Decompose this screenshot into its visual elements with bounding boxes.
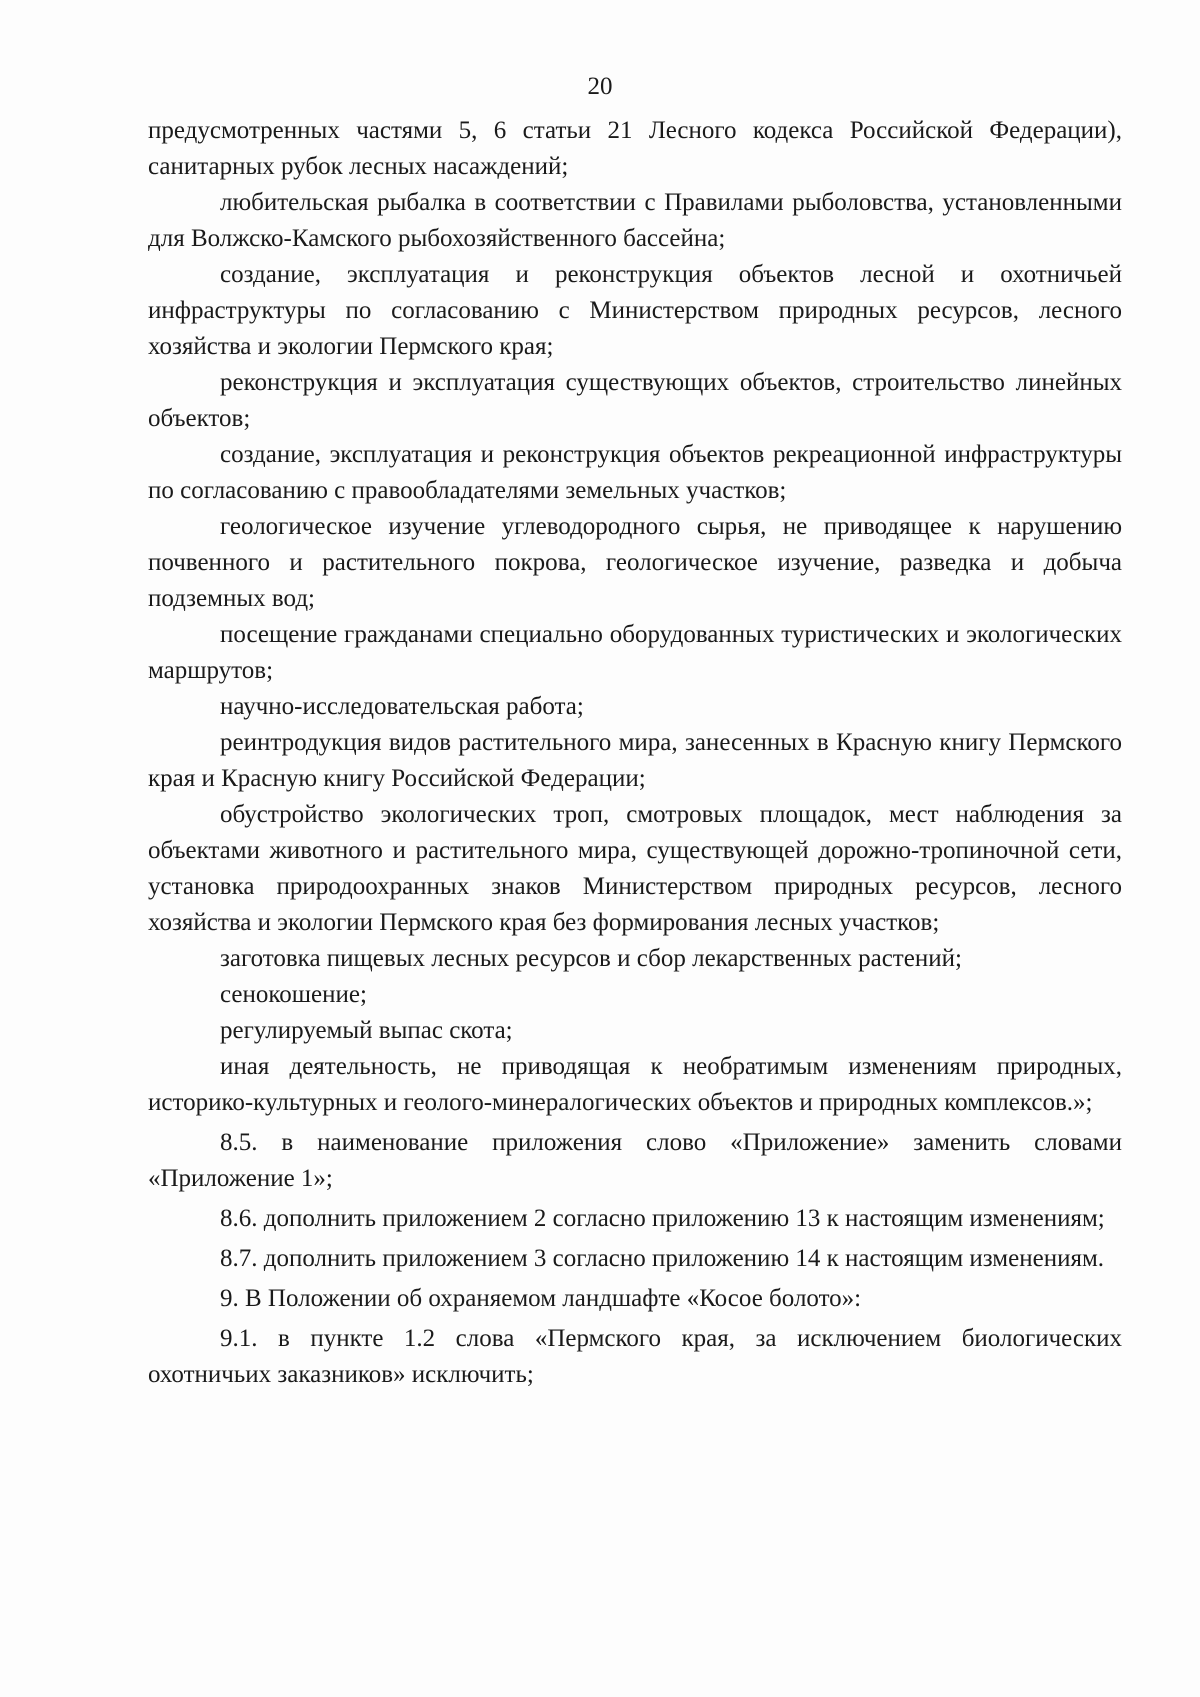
paragraph: сенокошение; [220, 981, 367, 1008]
paragraph: создание, эксплуатация и реконструкция объектов лесной и охотничьей инфраструктуры по согласованию с Министерством природных ресурсов, лесного хозяйства и экологии Пермского края; [148, 261, 1122, 360]
paragraph: регулируемый выпас скота; [220, 1017, 513, 1044]
paragraph: геологическое изучение углеводородного сырья, не приводящее к нарушению почвенного и растительного покрова, геологическое изучение, разведка и добыча подземных вод; [148, 513, 1122, 612]
paragraph: научно-исследовательская работа; [220, 693, 584, 720]
paragraph: реконструкция и эксплуатация существующих объектов, строительство линейных объектов; [148, 369, 1122, 432]
paragraph: заготовка пищевых лесных ресурсов и сбор лекарственных растений; [220, 945, 962, 972]
paragraph: иная деятельность, не приводящая к необратимым изменениям природных, историко-культурных и геолого-минералогических объектов и природных комплексов.»; [148, 1053, 1122, 1116]
paragraph: 9.1. в пункте 1.2 слова «Пермского края, за исключением биологических охотничьих заказников» исключить; [148, 1325, 1122, 1388]
paragraph: 9. В Положении об охраняемом ландшафте «Косое болото»: [220, 1285, 862, 1312]
paragraph: 8.5. в наименование приложения слово «Приложение» заменить словами «Приложение 1»; [148, 1129, 1122, 1192]
page-number: 20 [587, 73, 613, 100]
paragraph: предусмотренных частями 5, 6 статьи 21 Лесного кодекса Российской Федерации), санитарных рубок лесных насаждений; [148, 117, 1122, 180]
document-body [148, 113, 1122, 1393]
paragraph: 8.6. дополнить приложением 2 согласно приложению 13 к настоящим изменениям; [220, 1205, 1105, 1232]
paragraph: реинтродукция видов растительного мира, занесенных в Красную книгу Пермского края и Красную книгу Российской Федерации; [148, 729, 1122, 792]
paragraph: обустройство экологических троп, смотровых площадок, мест наблюдения за объектами животного и растительного мира, существующей дорожно-тропиночной сети, установка природоохранных знаков Министерством природных ресурсов, лесного хозяйства и экологии Пермского края без формирования лесных участков; [148, 801, 1122, 936]
paragraph: любительская рыбалка в соответствии с Правилами рыболовства, установленными для Волжско-Камского рыбохозяйственного бассейна; [148, 189, 1122, 252]
paragraph: посещение гражданами специально оборудованных туристических и экологических маршрутов; [148, 621, 1122, 684]
paragraph: создание, эксплуатация и реконструкция объектов рекреационной инфраструктуры по согласованию с правообладателями земельных участков; [148, 441, 1122, 504]
paragraph: 8.7. дополнить приложением 3 согласно приложению 14 к настоящим изменениям. [220, 1245, 1105, 1272]
